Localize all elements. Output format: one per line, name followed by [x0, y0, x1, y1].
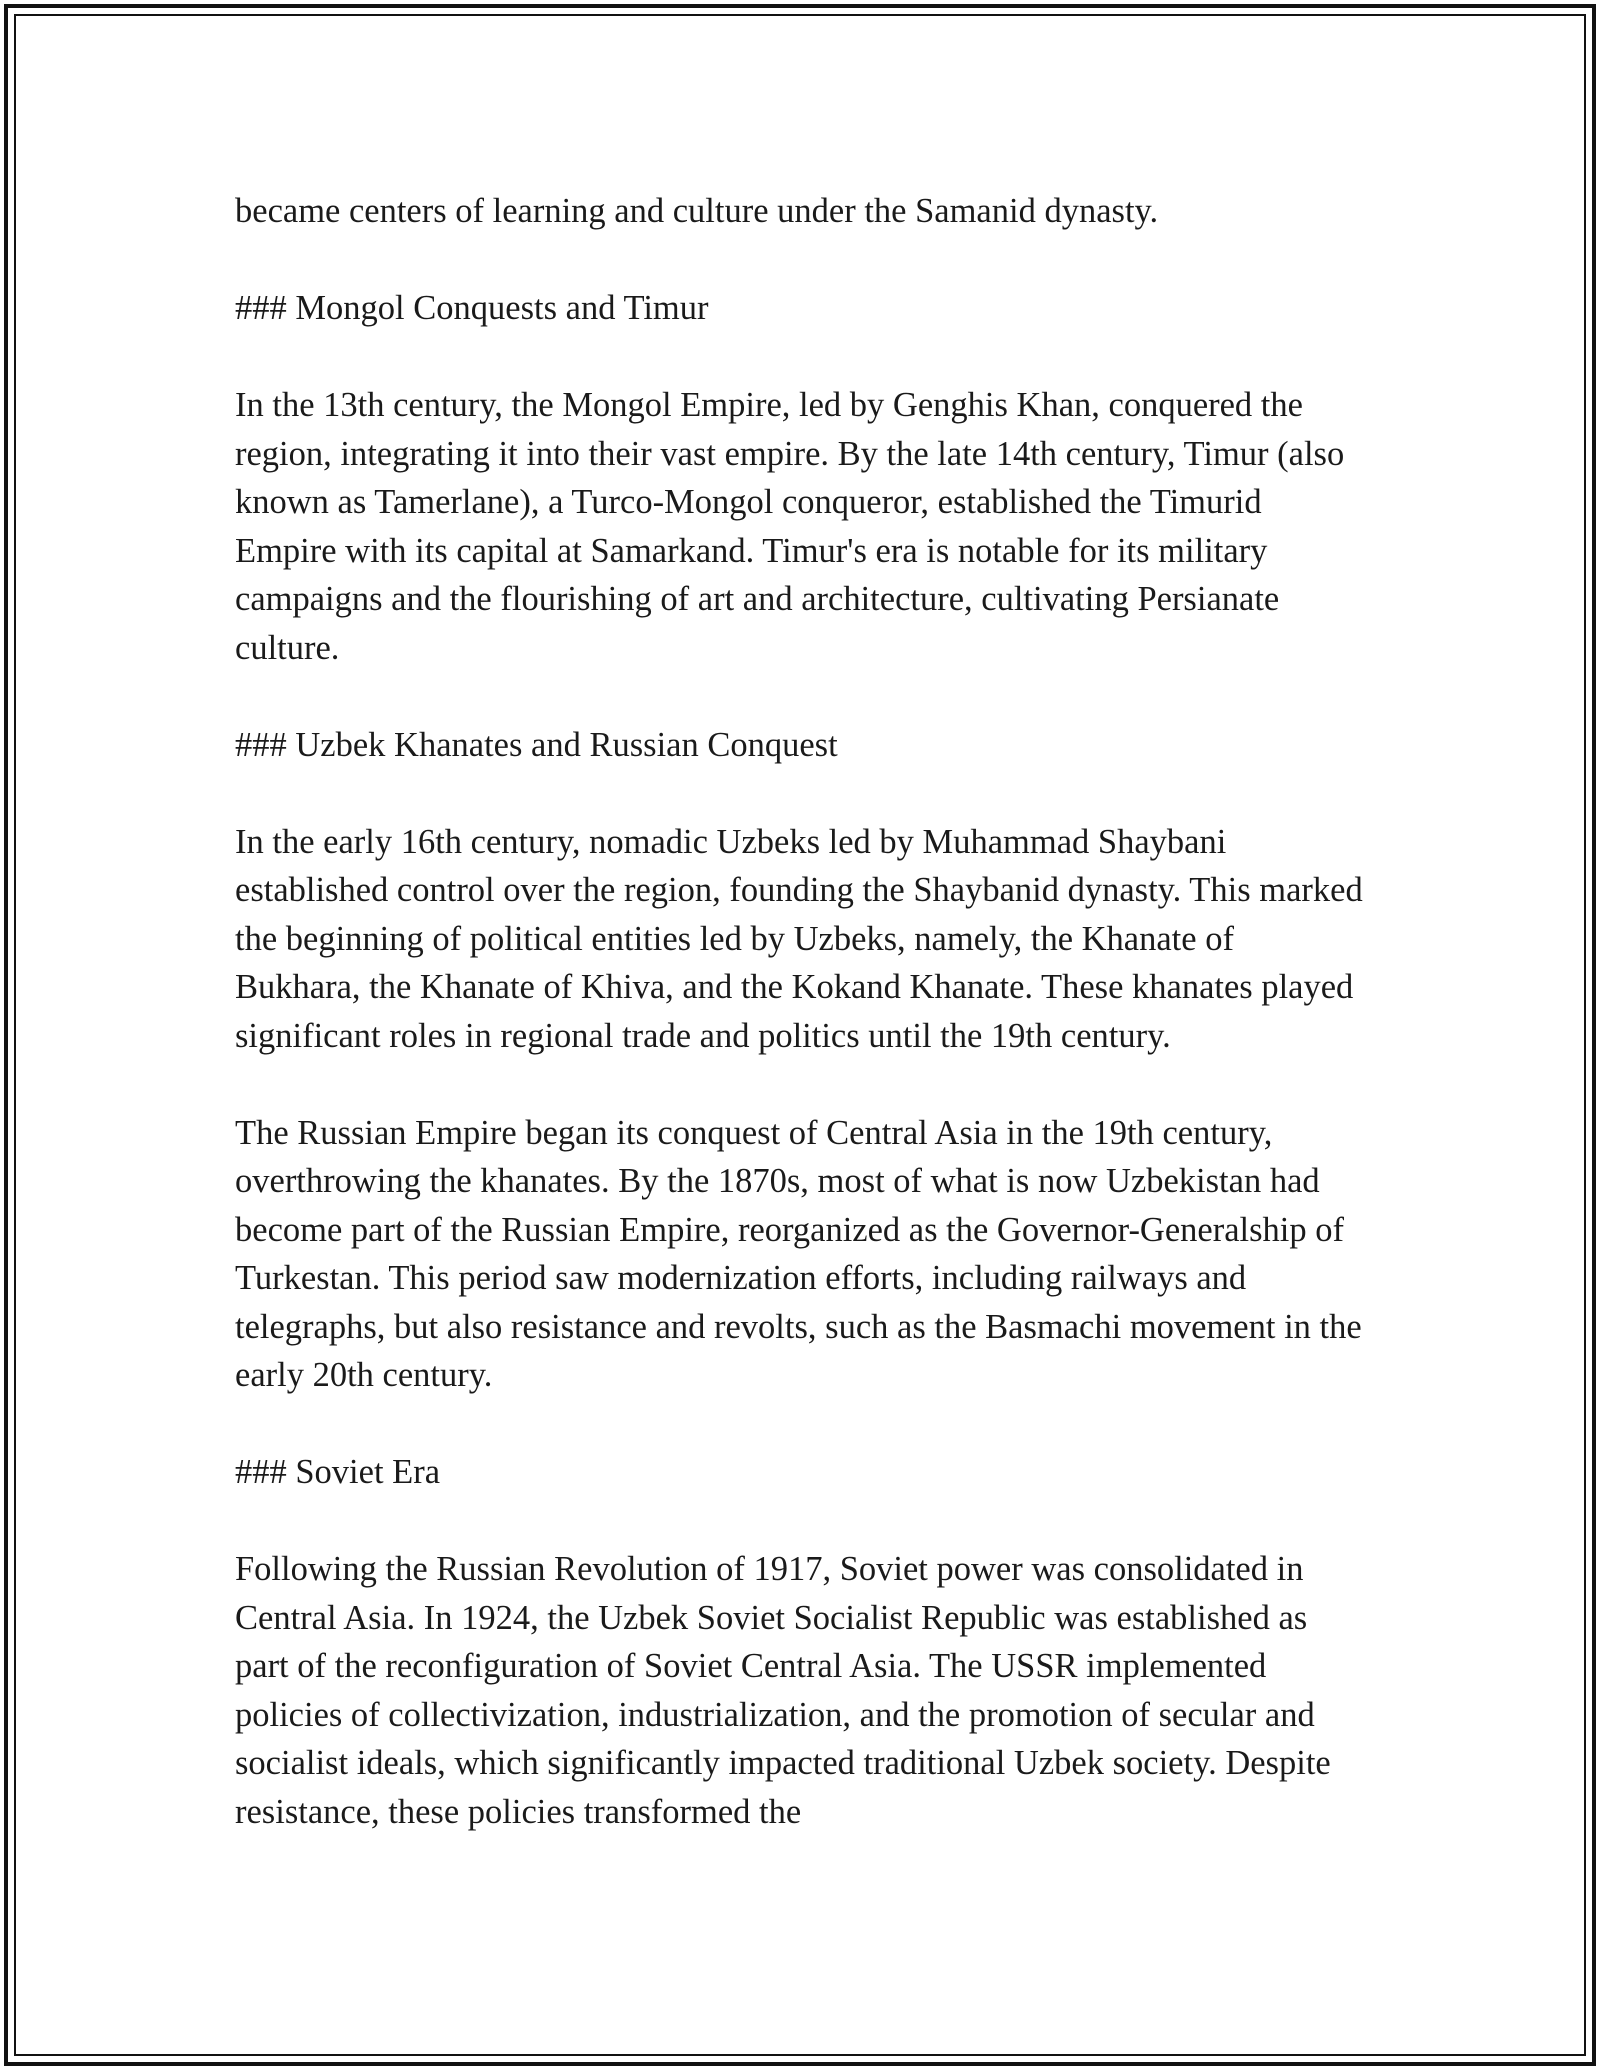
document-body — [235, 187, 1365, 1885]
paragraph-mongol-timur: In the 13th century, the Mongol Empire, led by Genghis Khan, conquered the region, integrating it into their vast empire. By the late 14th century, Timur (also known as Tamerlane), a Turco-Mongol conqueror, established the Timurid Empire with its capital at Samarkand. Timur's era is notable for its military campaigns and the flourishing of art and architecture, cultivating Persianate culture. — [235, 386, 1345, 667]
paragraph-soviet-era: Following the Russian Revolution of 1917, Soviet power was consolidated in Central Asia. In 1924, the Uzbek Soviet Socialist Republic was established as part of the reconfiguration of Soviet Central Asia. The USSR implemented policies of collectivization, industrialization, and the promotion of secular and socialist ideals, which significantly impacted traditional Uzbek society. Despite resistance, these policies transformed the — [235, 1550, 1331, 1831]
section-heading-mongol-conquests: ### Mongol Conquests and Timur — [235, 289, 709, 327]
paragraph-uzbek-khanates: In the early 16th century, nomadic Uzbeks led by Muhammad Shaybani established control over the region, founding the Shaybanid dynasty. This marked the beginning of political entities led by Uzbeks, namely, the Khanate of Bukhara, the Khanate of Khiva, and the Kokand Khanate. These khanates played significant roles in regional trade and politics until the 19th century. — [235, 822, 1363, 1055]
paragraph-russian-conquest: The Russian Empire began its conquest of Central Asia in the 19th century, overthrowing the khanates. By the 1870s, most of what is now Uzbekistan had become part of the Russian Empire, reorganized as the Governor-Generalship of Turkestan. This period saw modernization efforts, including railways and telegraphs, but also resistance and revolts, such as the Basmachi movement in the early 20th century. — [235, 1113, 1362, 1394]
section-heading-uzbek-khanates: ### Uzbek Khanates and Russian Conquest — [235, 725, 838, 764]
section-heading-soviet-era: ### Soviet Era — [235, 1453, 441, 1491]
paragraph-samanid-continuation: became centers of learning and culture under the Samanid dynasty. — [235, 192, 1159, 230]
